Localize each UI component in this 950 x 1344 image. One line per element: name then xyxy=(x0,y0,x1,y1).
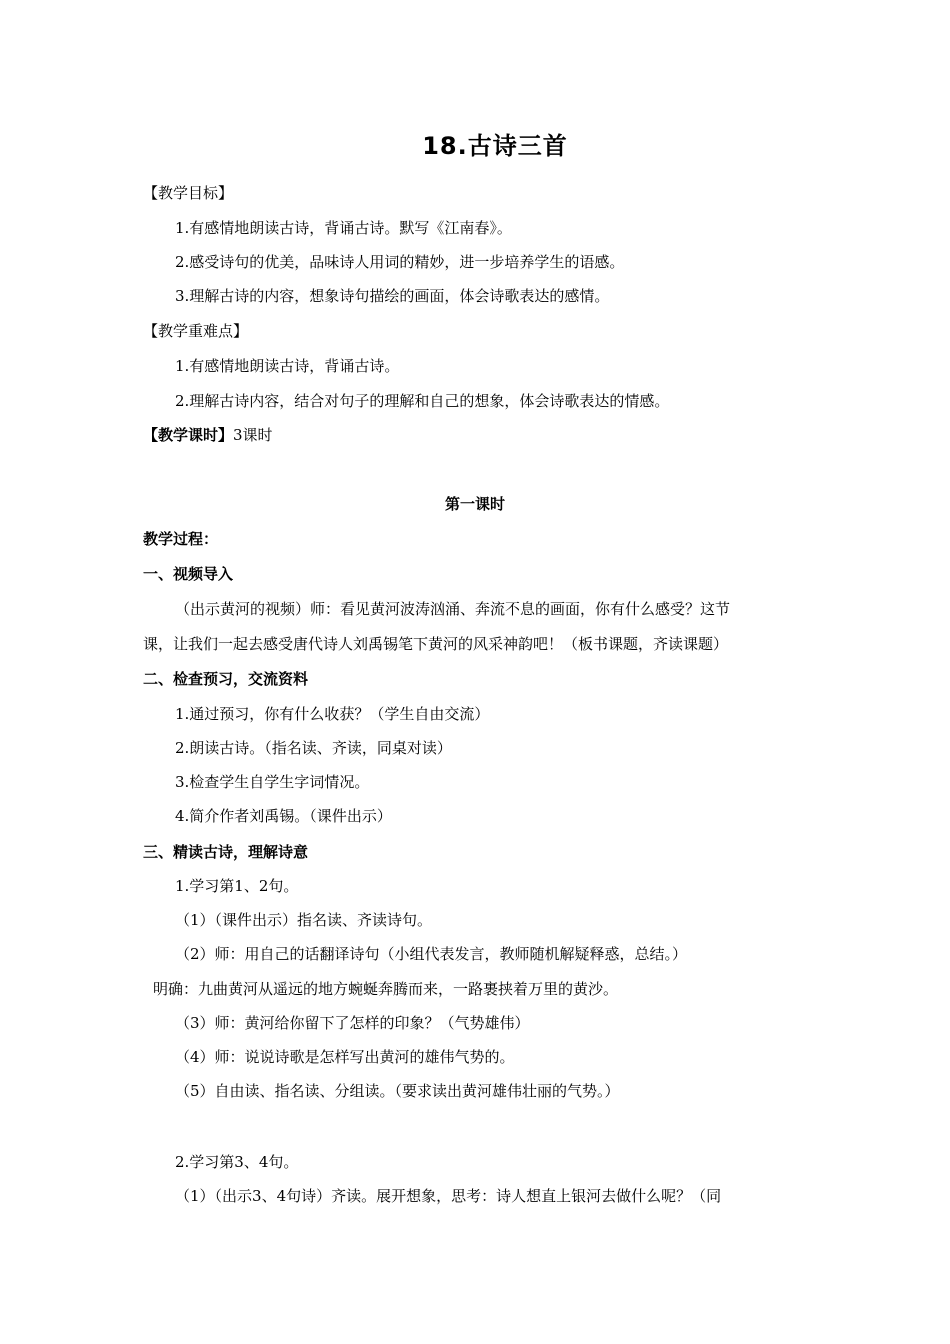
page-title: 18.古诗三首 xyxy=(422,132,568,160)
section3-step1-sub5: （5）自由读、指名读、分组读。（要求读出黄河雄伟壮丽的气势。） xyxy=(175,1082,620,1100)
section3-heading: 三、精读古诗，理解诗意 xyxy=(143,843,309,861)
key-point-item-1: 1.有感情地朗读古诗，背诵古诗。 xyxy=(175,357,400,375)
section2-item-1: 1.通过预习，你有什么收获？（学生自由交流） xyxy=(175,705,490,723)
key-points-header: 【教学重难点】 xyxy=(143,322,249,340)
section2-item-2: 2.朗读古诗。（指名读、齐读，同桌对读） xyxy=(175,739,452,757)
section2-heading: 二、检查预习，交流资料 xyxy=(143,670,309,688)
lesson-hours xyxy=(143,424,273,446)
section1-paragraph-line1: （出示黄河的视频）师：看见黄河波涛汹涌、奔流不息的画面，你有什么感受？这节 xyxy=(175,600,731,618)
section3-step1-sub2: （2）师：用自己的话翻译诗句（小组代表发言，教师随机解疑释惑，总结。） xyxy=(175,945,688,963)
section3-step1-sub1: （1）（课件出示）指名读、齐读诗句。 xyxy=(175,911,433,929)
section3-clarification: 明确：九曲黄河从遥远的地方蜿蜒奔腾而来，一路裹挟着万里的黄沙。 xyxy=(153,980,619,998)
section2-item-4: 4.简介作者刘禹锡。（课件出示） xyxy=(175,807,392,825)
objective-item-2: 2.感受诗句的优美，品味诗人用词的精妙，进一步培养学生的语感。 xyxy=(175,253,625,271)
section1-heading: 一、视频导入 xyxy=(143,565,234,583)
section3-step2: 2.学习第3、4句。 xyxy=(175,1153,299,1171)
objectives-header: 【教学目标】 xyxy=(143,184,234,202)
objective-item-1: 1.有感情地朗读古诗，背诵古诗。默写《江南春》。 xyxy=(175,219,512,237)
key-point-item-2: 2.理解古诗内容，结合对句子的理解和自己的想象，体会诗歌表达的情感。 xyxy=(175,392,670,410)
section3-step2-sub1: （1）（出示3、4句诗）齐读。展开想象，思考：诗人想直上银河去做什么呢？（同 xyxy=(175,1187,722,1205)
lesson-hours-label: 【教学课时】 xyxy=(143,426,234,444)
section3-step1-sub3: （3）师：黄河给你留下了怎样的印象？（气势雄伟） xyxy=(175,1014,530,1032)
lesson-hours-value: 3课时 xyxy=(233,426,273,444)
process-label: 教学过程： xyxy=(143,530,219,548)
section1-paragraph-line2: 课，让我们一起去感受唐代诗人刘禹锡笔下黄河的风采神韵吧！（板书课题，齐读课题） xyxy=(143,635,729,653)
objective-item-3: 3.理解古诗的内容，想象诗句描绘的画面，体会诗歌表达的感情。 xyxy=(175,287,610,305)
section2-item-3: 3.检查学生自学生字词情况。 xyxy=(175,773,370,791)
section3-step1: 1.学习第1、2句。 xyxy=(175,877,299,895)
lesson1-title: 第一课时 xyxy=(444,495,505,513)
section3-step1-sub4: （4）师：说说诗歌是怎样写出黄河的雄伟气势的。 xyxy=(175,1048,515,1066)
